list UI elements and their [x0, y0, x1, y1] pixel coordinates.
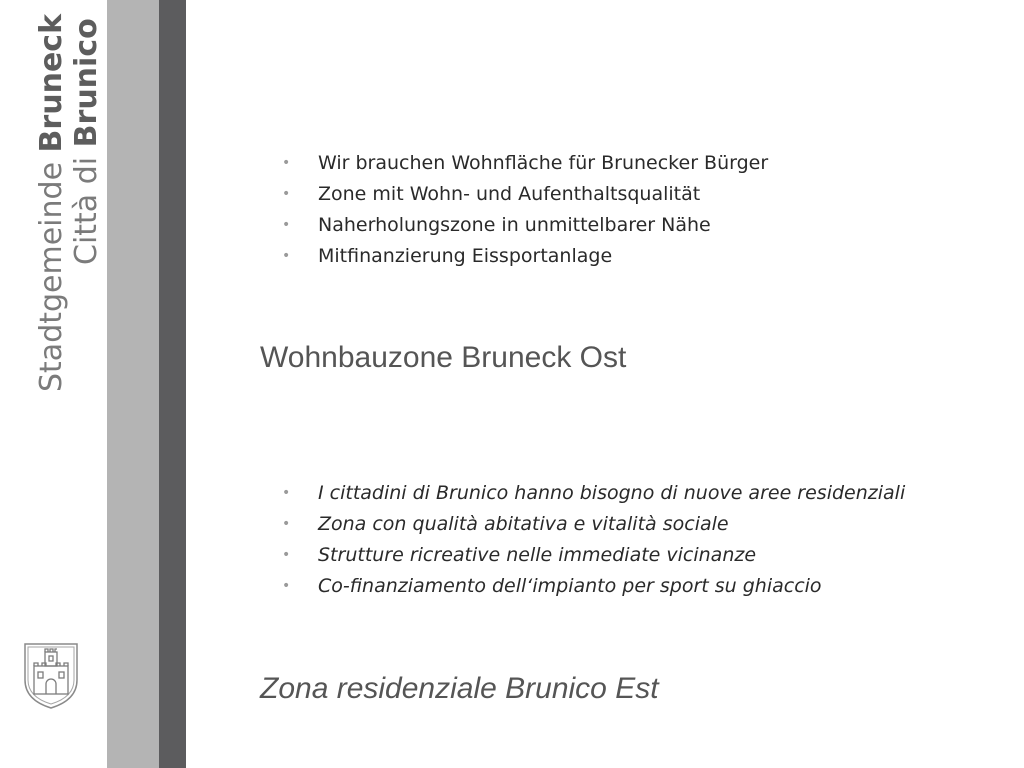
- list-item: • Zone mit Wohn- und Aufenthaltsqualität: [282, 179, 768, 210]
- italian-bullet-list: [282, 478, 905, 602]
- list-item: • Naherholungszone in unmittelbarer Nähe: [282, 210, 768, 241]
- list-item: • Strutture ricreative nelle immediate vicinanze: [282, 540, 905, 571]
- bullet-icon: •: [282, 547, 291, 563]
- list-item: • Zona con qualità abitativa e vitalità sociale: [282, 509, 905, 540]
- bullet-icon: •: [282, 155, 291, 171]
- list-item: • Mitfinanzierung Eissportanlage: [282, 241, 768, 272]
- list-item: • Wir brauchen Wohnfläche für Brunecker Bürger: [282, 148, 768, 179]
- brand-line-italian: Città di Brunico: [69, 18, 104, 265]
- bullet-icon: •: [282, 248, 291, 264]
- list-item: • I cittadini di Brunico hanno bisogno di nuove aree residenziali: [282, 478, 905, 509]
- italian-section-title: Zona residenziale Brunico Est: [260, 672, 659, 705]
- bullet-icon: •: [282, 485, 291, 501]
- german-section-title: Wohnbauzone Bruneck Ost: [260, 341, 627, 374]
- bullet-icon: •: [282, 516, 291, 532]
- municipality-logo-text: [18, 13, 104, 397]
- castle-crest-icon: [22, 640, 80, 710]
- bullet-icon: •: [282, 217, 291, 233]
- german-bullet-list: [282, 148, 768, 272]
- brand-line-german: Stadtgemeinde Bruneck: [34, 13, 69, 392]
- bullet-icon: •: [282, 578, 291, 594]
- list-item: • Co-finanziamento dell‘impianto per sport su ghiaccio: [282, 571, 905, 602]
- bullet-icon: •: [282, 186, 291, 202]
